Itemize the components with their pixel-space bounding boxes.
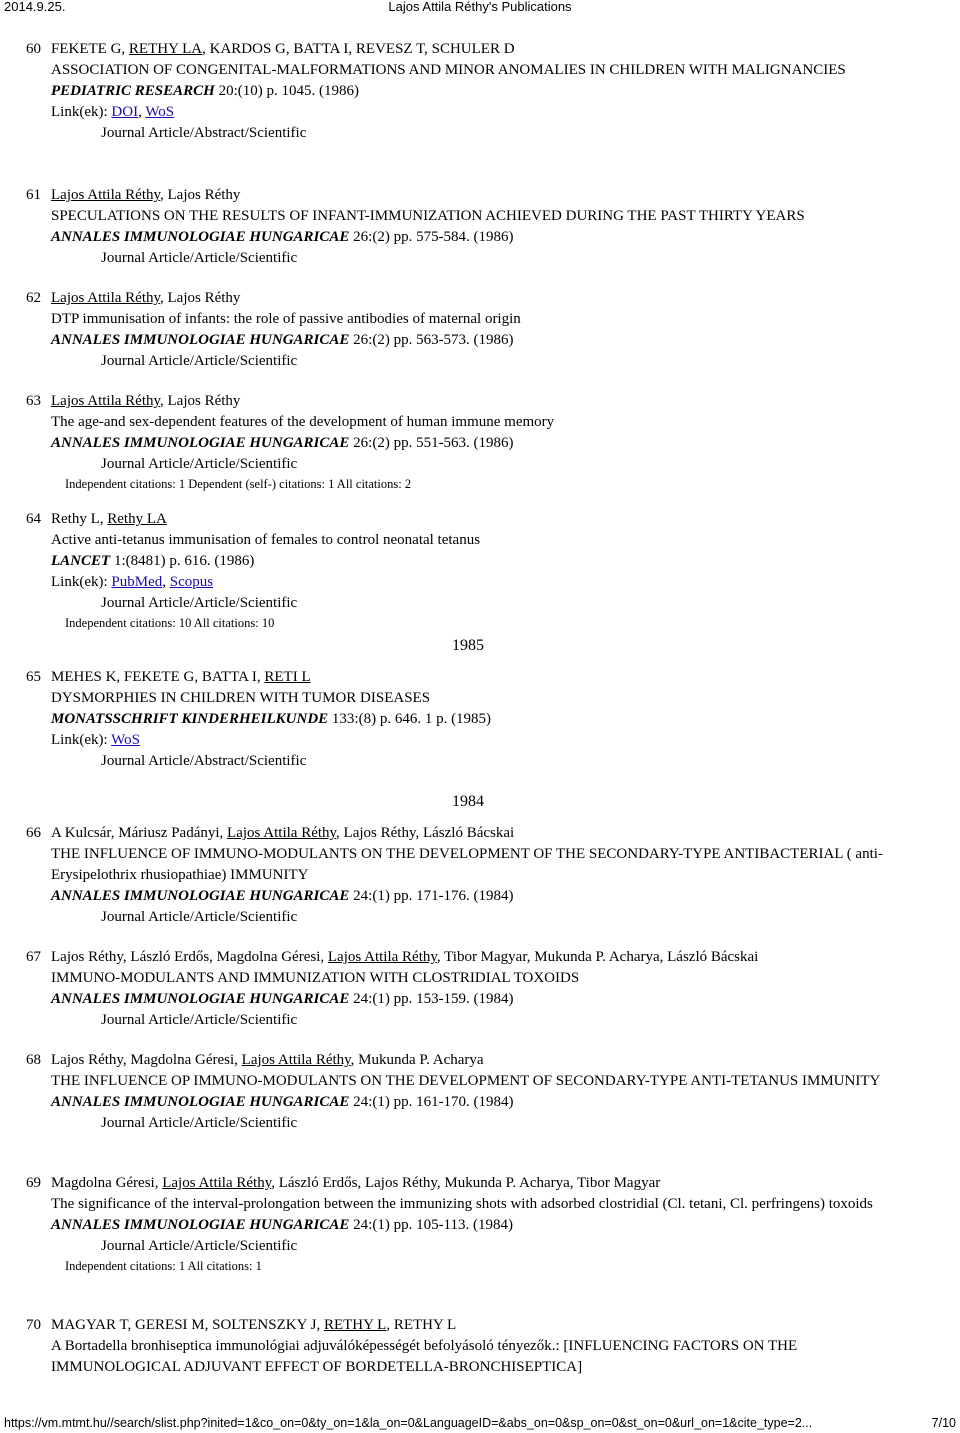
- author-text: Rethy L,: [51, 511, 108, 527]
- publication-entry: [0, 1173, 960, 1315]
- page-url: https://vm.mtmt.hu//search/slist.php?inited=1&co_on=0&ty_on=1&la_on=0&LanguageID=&abs_on=0&sp_on=0&st_on=0&url_on=1&cite_type=2...: [4, 1416, 813, 1430]
- publication-entry: [0, 667, 960, 791]
- publication-type: Journal Article/Article/Scientific: [101, 250, 298, 266]
- page-number: 7/10: [931, 1416, 956, 1430]
- journal-name: ANNALES IMMUNOLOGIAE HUNGARICAE: [51, 991, 350, 1007]
- citation-counts: Independent citations: 10 All citations: 10: [65, 616, 275, 630]
- entry-number: 68: [26, 1052, 41, 1068]
- journal-details: 24:(1) pp. 105-113. (1984): [349, 1217, 513, 1233]
- author-text: , Tibor Magyar, Mukunda P. Acharya, László Bácskai: [436, 949, 759, 965]
- print-date: 2014.9.25.: [4, 0, 66, 14]
- author-list: [51, 509, 890, 530]
- journal-name: ANNALES IMMUNOLOGIAE HUNGARICAE: [51, 435, 350, 451]
- author-list: [51, 185, 890, 206]
- author-text: MEHES K, FEKETE G, BATTA I,: [51, 669, 265, 685]
- journal-details: 24:(1) pp. 153-159. (1984): [349, 991, 514, 1007]
- author-link[interactable]: RETHY L: [323, 1317, 387, 1333]
- author-text: MAGYAR T, GERESI M, SOLTENSZKY J,: [51, 1317, 324, 1333]
- author-link[interactable]: Lajos Attila Réthy: [241, 1052, 351, 1068]
- publication-type: Journal Article/Article/Scientific: [101, 909, 298, 925]
- journal-name: ANNALES IMMUNOLOGIAE HUNGARICAE: [51, 229, 350, 245]
- citation-counts: Independent citations: 1 All citations: 1: [65, 1259, 262, 1273]
- entry-number: 62: [26, 290, 41, 306]
- publication-title: SPECULATIONS ON THE RESULTS OF INFANT-IMMUNIZATION ACHIEVED DURING THE PAST THIRTY YEARS: [51, 208, 805, 224]
- journal-details: 26:(2) pp. 575-584. (1986): [349, 229, 514, 245]
- journal-name: ANNALES IMMUNOLOGIAE HUNGARICAE: [51, 1094, 350, 1110]
- journal-name: ANNALES IMMUNOLOGIAE HUNGARICAE: [51, 1217, 350, 1233]
- entry-number: 70: [26, 1317, 41, 1333]
- author-text: , László Erdős, Lajos Réthy, Mukunda P. Acharya, Tibor Magyar: [271, 1175, 661, 1191]
- author-list: [51, 39, 890, 60]
- journal-line: [51, 433, 890, 454]
- author-text: , Lajos Réthy: [160, 290, 241, 306]
- publication-entry: [0, 1315, 960, 1381]
- journal-name: ANNALES IMMUNOLOGIAE HUNGARICAE: [51, 332, 350, 348]
- journal-details: 20:(10) p. 1045. (1986): [214, 83, 359, 99]
- entry-body: [51, 947, 890, 1031]
- author-text: A Kulcsár, Máriusz Padányi,: [51, 825, 228, 841]
- author-text: , Lajos Réthy: [160, 393, 241, 409]
- publication-entry: [0, 288, 960, 391]
- publication-entry: [0, 823, 960, 947]
- journal-line: [51, 330, 890, 351]
- journal-details: 26:(2) pp. 551-563. (1986): [349, 435, 514, 451]
- publication-title: DYSMORPHIES IN CHILDREN WITH TUMOR DISEASES: [51, 690, 431, 706]
- author-link[interactable]: Lajos Attila Réthy: [227, 825, 337, 841]
- journal-details: 24:(1) pp. 171-176. (1984): [349, 888, 514, 904]
- link-wos[interactable]: WoS: [145, 104, 175, 120]
- author-link[interactable]: Lajos Attila Réthy: [51, 290, 161, 306]
- publication-title: ASSOCIATION OF CONGENITAL-MALFORMATIONS AND MINOR ANOMALIES IN CHILDREN WITH MALIGNANCIES: [51, 62, 846, 78]
- entry-body: [51, 1173, 890, 1276]
- journal-line: [51, 1092, 890, 1113]
- year-heading: [0, 791, 960, 823]
- year-label: 1984: [452, 793, 484, 810]
- journal-name: ANNALES IMMUNOLOGIAE HUNGARICAE: [51, 888, 350, 904]
- publication-entry: [0, 185, 960, 288]
- author-text: , Mukunda P. Acharya: [350, 1052, 484, 1068]
- print-footer: [0, 1415, 960, 1431]
- journal-name: LANCET: [51, 553, 111, 569]
- publication-title: The age-and sex-dependent features of the development of human immune memory: [51, 414, 555, 430]
- author-list: [51, 823, 890, 844]
- year-label: 1985: [452, 637, 484, 654]
- author-list: [51, 1315, 890, 1336]
- publication-title: Active anti-tetanus immunisation of females to control neonatal tetanus: [51, 532, 481, 548]
- author-link[interactable]: Lajos Attila Réthy: [51, 393, 161, 409]
- link-pubmed[interactable]: PubMed: [111, 574, 163, 590]
- author-link[interactable]: RETHY LA: [128, 41, 203, 57]
- publication-type: Journal Article/Abstract/Scientific: [101, 125, 307, 141]
- publication-type: Journal Article/Article/Scientific: [101, 1012, 298, 1028]
- entry-body: [51, 667, 890, 772]
- author-link[interactable]: Lajos Attila Réthy: [327, 949, 437, 965]
- publication-entry: [0, 947, 960, 1050]
- publication-entry: [0, 509, 960, 635]
- publication-type: Journal Article/Article/Scientific: [101, 353, 298, 369]
- author-link[interactable]: Lajos Attila Réthy: [162, 1175, 272, 1191]
- publication-title: THE INFLUENCE OF IMMUNO-MODULANTS ON THE DEVELOPMENT OF THE SECONDARY-TYPE ANTIBACTERIAL ( anti- Erysipelothrix rhusiopathiae) IMMUNITY: [51, 846, 883, 883]
- entry-body: [51, 185, 890, 269]
- entry-body: [51, 391, 890, 494]
- entry-body: [51, 823, 890, 928]
- author-link[interactable]: RETI L: [264, 669, 311, 685]
- entry-number: 65: [26, 669, 41, 685]
- journal-name: MONATSSCHRIFT KINDERHEILKUNDE: [51, 711, 329, 727]
- entry-body: [51, 509, 890, 633]
- author-text: Lajos Réthy, László Erdős, Magdolna Géresi,: [51, 949, 328, 965]
- entry-number: 67: [26, 949, 41, 965]
- author-list: [51, 391, 890, 412]
- links-label: Link(ek):: [51, 574, 112, 590]
- entry-number: 60: [26, 41, 41, 57]
- author-link[interactable]: Lajos Attila Réthy: [51, 187, 161, 203]
- journal-line: [51, 1215, 890, 1236]
- publication-title: A Bortadella bronhiseptica immunológiai adjuválóképességét befolyásoló tényezők.: [INFLUENCING FACTORS ON THE IMMUNOLOGICAL ADJUVANT EFFECT OF BORDETELLA-BRONCHISEPTICA]: [51, 1338, 798, 1375]
- author-list: [51, 947, 890, 968]
- entry-body: [51, 288, 890, 372]
- link-wos[interactable]: WoS: [111, 732, 140, 748]
- author-text: Magdolna Géresi,: [51, 1175, 163, 1191]
- journal-details: 24:(1) pp. 161-170. (1984): [349, 1094, 514, 1110]
- author-list: [51, 667, 890, 688]
- entry-body: [51, 39, 890, 144]
- publication-type: Journal Article/Article/Scientific: [101, 595, 298, 611]
- author-list: [51, 1173, 890, 1194]
- entry-number: 69: [26, 1175, 41, 1191]
- entry-number: 66: [26, 825, 41, 841]
- publication-list: [0, 39, 960, 1381]
- link-scopus[interactable]: Scopus: [169, 574, 214, 590]
- journal-line: [51, 989, 890, 1010]
- entry-body: [51, 1050, 890, 1134]
- author-link[interactable]: Rethy LA: [107, 511, 167, 527]
- links-label: Link(ek):: [51, 104, 112, 120]
- links-line: Link(ek): DOI, WoS: [51, 104, 175, 120]
- publication-type: Journal Article/Article/Scientific: [101, 1238, 298, 1254]
- publication-title: The significance of the interval-prolongation between the immunizing shots with adsorbed clostridial (Cl. tetani, Cl. perfringens) toxoids: [51, 1196, 873, 1212]
- journal-details: 133:(8) p. 646. 1 p. (1985): [328, 711, 492, 727]
- page-title: Lajos Attila Réthy's Publications: [388, 0, 572, 14]
- links-label: Link(ek):: [51, 732, 112, 748]
- author-text: , Lajos Réthy: [160, 187, 241, 203]
- author-text: , KARDOS G, BATTA I, REVESZ T, SCHULER D: [202, 41, 515, 57]
- author-list: [51, 288, 890, 309]
- author-text: , RETHY L: [386, 1317, 457, 1333]
- entry-number: 64: [26, 511, 41, 527]
- entry-number: 63: [26, 393, 41, 409]
- journal-line: [51, 81, 890, 102]
- publication-entry: [0, 391, 960, 509]
- author-text: , Lajos Réthy, László Bácskai: [336, 825, 515, 841]
- journal-line: [51, 227, 890, 248]
- author-text: FEKETE G,: [51, 41, 129, 57]
- author-list: [51, 1050, 890, 1071]
- author-text: Lajos Réthy, Magdolna Géresi,: [51, 1052, 242, 1068]
- journal-details: 26:(2) pp. 563-573. (1986): [349, 332, 514, 348]
- publication-title: THE INFLUENCE OP IMMUNO-MODULANTS ON THE DEVELOPMENT OF SECONDARY-TYPE ANTI-TETANUS IMMUNITY: [51, 1073, 881, 1089]
- publication-title: IMMUNO-MODULANTS AND IMMUNIZATION WITH CLOSTRIDIAL TOXOIDS: [51, 970, 580, 986]
- journal-line: [51, 551, 890, 572]
- link-doi[interactable]: DOI: [111, 104, 139, 120]
- links-line: [51, 730, 890, 751]
- publication-title: DTP immunisation of infants: the role of passive antibodies of maternal origin: [51, 311, 521, 327]
- print-header: [0, 0, 960, 14]
- entry-body: [51, 1315, 890, 1378]
- links-line: Link(ek): PubMed, Scopus: [51, 574, 214, 590]
- entry-number: 61: [26, 187, 41, 203]
- citation-counts: Independent citations: 1 Dependent (self-) citations: 1 All citations: 2: [65, 477, 412, 491]
- publication-entry: [0, 39, 960, 185]
- publication-type: Journal Article/Article/Scientific: [101, 1115, 298, 1131]
- journal-line: [51, 709, 890, 730]
- publication-entry: [0, 1050, 960, 1173]
- journal-name: PEDIATRIC RESEARCH: [51, 83, 215, 99]
- publication-type: Journal Article/Abstract/Scientific: [101, 753, 307, 769]
- publication-type: Journal Article/Article/Scientific: [101, 456, 298, 472]
- journal-details: 1:(8481) p. 616. (1986): [110, 553, 255, 569]
- year-heading: [0, 635, 960, 667]
- journal-line: [51, 886, 890, 907]
